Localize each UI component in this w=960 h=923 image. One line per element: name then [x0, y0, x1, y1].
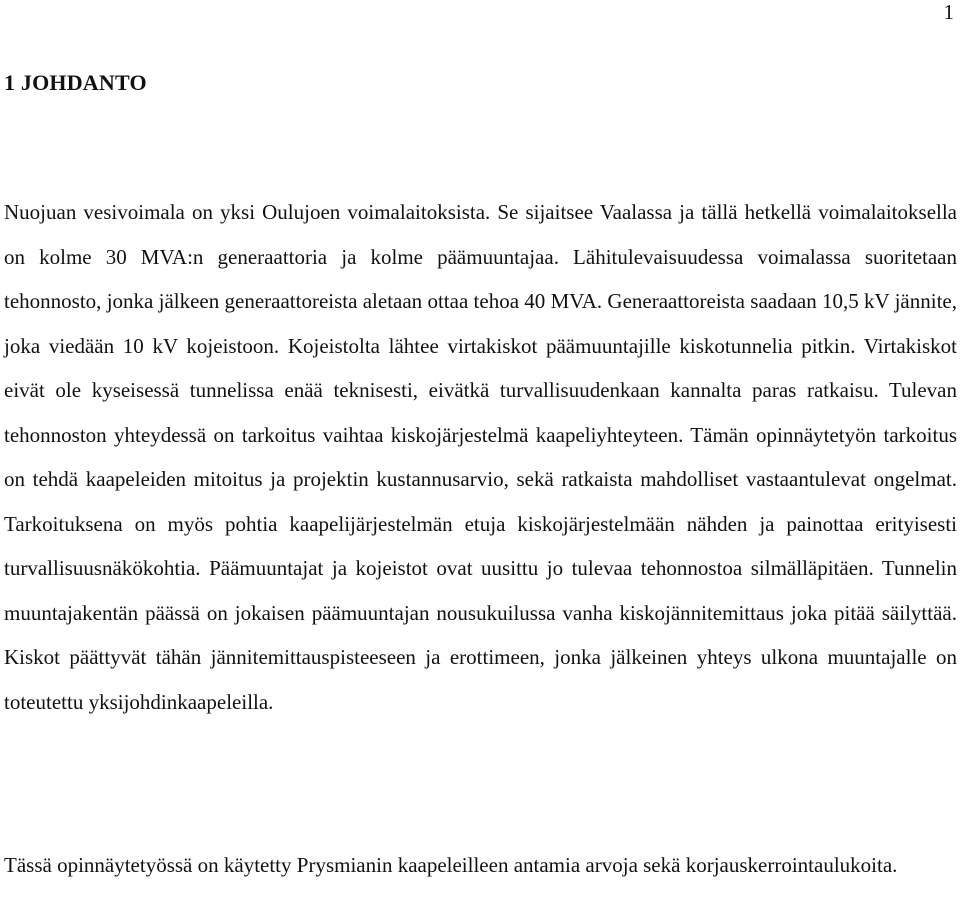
paragraph-sources: Tässä opinnäytetyössä on käytetty Prysmianin kaapeleilleen antamia arvoja sekä korjauskerrointaulukoita.	[4, 853, 898, 877]
page-number: 1	[943, 0, 954, 24]
paragraph-introduction: Nuojuan vesivoimala on yksi Oulujoen voimalaitoksista. Se sijaitsee Vaalassa ja tällä hetkellä voimalaitoksella on kolme 30 MVA:n generaattoria ja kolme päämuuntajaa. Lähitulevaisuudessa voimalassa suoritetaan tehonnosto, jonka jälkeen generaattoreista aletaan ottaa tehoa 40 MVA. Generaattoreista saadaan 10,5 kV jännite, joka viedään 10 kV kojeistoon. Kojeistolta lähtee virtakiskot päämuuntajille kiskotunnelia pitkin. Virtakiskot eivät ole kyseisessä tunnelissa enää teknisesti, eivätkä turvallisuudenkaan kannalta paras ratkaisu. Tulevan tehonnoston yhteydessä on tarkoitus vaihtaa kiskojärjestelmä kaapeliyhteyteen. Tämän opinnäytetyön tarkoitus on tehdä kaapeleiden mitoitus ja projektin kustannusarvio, sekä ratkaista mahdolliset vastaantulevat ongelmat. Tarkoituksena on myös pohtia kaapelijärjestelmän etuja kiskojärjestelmään nähden ja painottaa erityisesti turvallisuusnäkökohtia. Päämuuntajat ja kojeistot ovat uusittu jo tulevaa tehonnostoa silmälläpitäen. Tunnelin muuntajakentän päässä on jokaisen päämuuntajan nousukuilussa vanha kiskojännitemittaus joka pitää säilyttää. Kiskot päättyvät tähän jännitemittauspisteeseen ja erottimeen, jonka jälkeinen yhteys ulkona muuntajalle on toteutettu yksijohdinkaapeleilla.	[4, 200, 957, 714]
chapter-heading: 1 JOHDANTO	[4, 70, 147, 95]
